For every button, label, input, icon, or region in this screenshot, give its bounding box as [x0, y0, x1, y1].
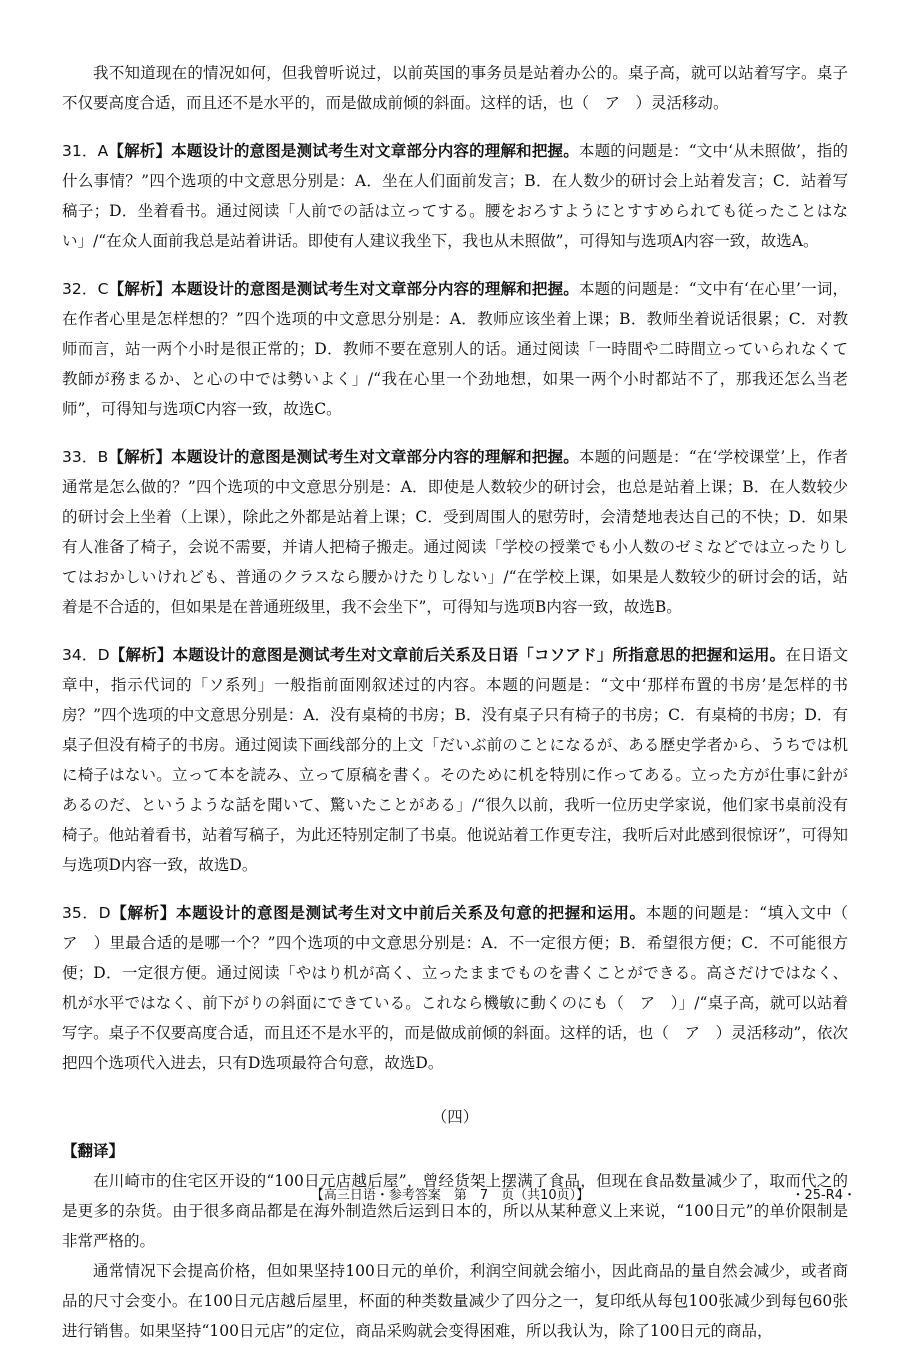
analysis-text: 本题的问题是：“填入文中（ ア ）里最合适的是哪一个？”四个选项的中文意思分别是：A．不一定很方便；B．希望很方便；C．不可能很方便；D．一定很方便。通过阅读「やはり机が高く、立ったままでものを書くことができる。高さだけではなく、机が水平ではなく、前下がりの斜面にできている。これなら機敏に動くのにも（ ア ）」/“桌子高，就可以站着写字。桌子不仅要高度合适，而且还不是水平的，而是做成前倾的斜面。这样的话，也（ ア ）灵活移动”，依次把四个选项代入进去，只有D选项最符合句意，故选D。 — [62, 904, 864, 1072]
answer-number: 35．D — [62, 904, 111, 922]
analysis-label: 【解析】本题设计的意图是测试考生对文章部分内容的理解和把握。 — [108, 280, 579, 298]
analysis-label: 【解析】本题设计的意图是测试考生对文章部分内容的理解和把握。 — [108, 448, 579, 466]
answer-number: 32．C — [62, 280, 109, 298]
answer-33 — [62, 442, 848, 622]
page-content — [62, 58, 864, 1346]
analysis-label: 【解析】本题设计的意图是测试考生对文章前后关系及日语「コソアド」所指意思的把握和运用。 — [109, 646, 786, 664]
translation-paragraph: 通常情况下会提高价格，但如果坚持100日元的单价，利润空间就会缩小，因此商品的量自然会减少，或者商品的尺寸会变小。在100日元店越后屋里，杯面的种类数量减少了四分之一，复印纸从每包100张减少到每包60张进行销售。如果坚持“100日元店”的定位，商品采购就会变得困难，所以我认为，除了100日元的商品， — [62, 1262, 848, 1340]
answer-number: 34．D — [62, 646, 110, 664]
answer-number: 33．B — [62, 448, 109, 466]
analysis-text: 本题的问题是：“在‘学校课堂’上，作者通常是怎么做的？”四个选项的中文意思分别是：A．即使是人数较少的研讨会，也总是站着上课；B．在人数较少的研讨会上坐着（上课），除此之外都是站着上课；C．受到周围人的慰劳时，会清楚地表达自己的不快；D．如果有人准备了椅子，会说不需要，并请人把椅子搬走。通过阅读「学校の授業でも小人数のゼミなどでは立ったりしてはおかしいけれども、普通のクラスなら腰かけたりしない」/“在学校上课，如果是人数较少的研讨会的话，站着是不合适的，但如果是在普通班级里，我不会坐下”，可得知与选项B内容一致，故选B。 — [62, 448, 848, 616]
answer-35 — [62, 898, 864, 1078]
analysis-text: 在日语文章中，指示代词的「ソ系列」一般指前面刚叙述过的内容。本题的问题是：“文中‘那样布置的书房’是怎样的书房？”四个选项的中文意思分别是：A．没有桌椅的书房；B．没有桌子只有椅子的书房；C．有桌椅的书房；D．有桌子但没有椅子的书房。通过阅读下画线部分的上文「だいぶ前のことになるが、ある歴史学者から、うちでは机に椅子はない。立って本を読み、立って原稿を書く。そのために机を特別に作ってある。立った方が仕事に針があるのだ、というような話を聞いて、驚いたことがある」/“很久以前，我听一位历史学家说，他们家书桌前没有椅子。他站着看书，站着写稿子，为此还特别定制了书桌。他说站着工作更专注，我听后对此感到很惊讶”，可得知与选项D内容一致，故选D。 — [62, 646, 848, 874]
analysis-label: 【解析】本题设计的意图是测试考生对文中前后关系及句意的把握和运用。 — [110, 904, 646, 922]
footer-page-info: 【高三日语・参考答案 第 7 页（共10页）】 — [310, 1188, 590, 1203]
page-footer — [0, 1184, 900, 1208]
intro-paragraph: 我不知道现在的情况如何，但我曾听说过，以前英国的事务员是站着办公的。桌子高，就可以站着写字。桌子不仅要高度合适，而且还不是水平的，而是做成前倾的斜面。这样的话，也（ ア ）灵活移动。 — [62, 64, 848, 112]
analysis-text: 本题的问题是：“文中有‘在心里’一词，在作者心里是怎样想的？”四个选项的中文意思分别是：A．教师应该坐着上课；B．教师坐着说话很累；C．对教师而言，站一两个小时是很正常的；D．教师不要在意别人的话。通过阅读「一時間や二時間立っていられなくて教師が務まるか、と心の中では勢いよく」/“我在心里一个劲地想，如果一两个小时都站不了，那我还怎么当老师”，可得知与选项C内容一致，故选C。 — [62, 280, 848, 418]
analysis-label: 【解析】本题设计的意图是测试考生对文章部分内容的理解和把握。 — [108, 142, 579, 160]
answer-31 — [62, 136, 848, 256]
translation-paragraph: 在川崎市的住宅区开设的“100日元店越后屋”，曾经货架上摆满了食品，但现在食品数量减少了，取而代之的是更多的杂货。由于很多商品都是在海外制造然后运到日本的，所以从某种意义上来说，“100日元”的单价限制是非常严格的。 — [62, 1172, 848, 1250]
translation-heading: 【翻译】 — [62, 1142, 125, 1160]
answer-34 — [62, 640, 848, 880]
footer-code: ・25-R4・ — [791, 1188, 856, 1203]
answer-32 — [62, 274, 848, 424]
answer-number: 31．A — [62, 142, 109, 160]
section-title: （四） — [431, 1108, 479, 1126]
analysis-text: 本题的问题是：“文中‘从未照做’，指的什么事情？”四个选项的中文意思分别是：A．坐在人们面前发言；B．在人数少的研讨会上站着发言；C．站着写稿子；D．坐着看书。通过阅读「人前での話は立ってする。腰をおろすようにとすすめられても従ったことはない」/“在众人面前我总是站着讲话。即使有人建议我坐下，我也从未照做”，可得知与选项A内容一致，故选A。 — [62, 142, 848, 250]
